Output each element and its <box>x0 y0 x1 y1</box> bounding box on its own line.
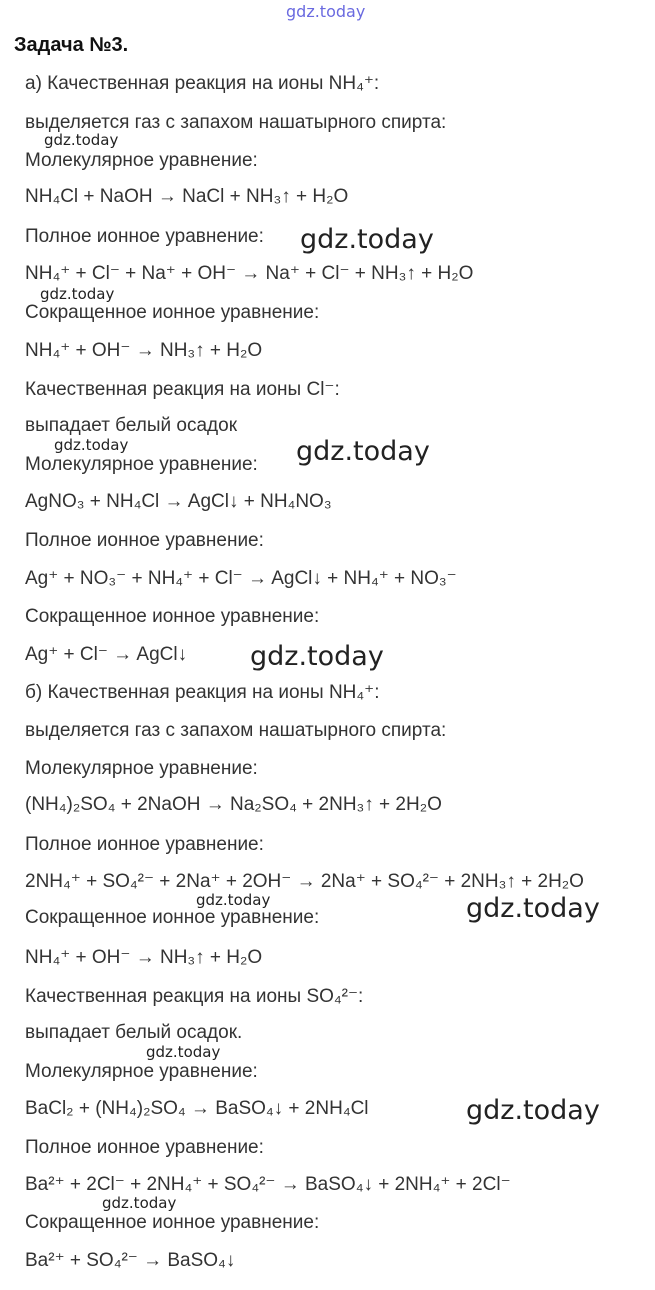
full-ionic-label: Полное ионное уравнение: <box>25 834 264 855</box>
equation-b2-full-ionic: Ba²⁺ + 2Cl⁻ + 2NH₄⁺ + SO₄²⁻ → BaSO₄↓ + 2NH₄⁺ + 2Cl⁻ <box>25 1174 511 1195</box>
equation-a2-molecular: AgNO₃ + NH₄Cl → AgCl↓ + NH₄NO₃ <box>25 491 332 512</box>
white-precipitate-text: выпадает белый осадок <box>25 415 238 436</box>
short-ionic-label: Сокращенное ионное уравнение: <box>25 1212 320 1233</box>
watermark-small: gdz.today <box>40 285 115 303</box>
equation-b1-molecular: (NH₄)₂SO₄ + 2NaOH → Na₂SO₄ + 2NH₃↑ + 2H₂O <box>25 794 442 815</box>
equation-a2-short-ionic: Ag⁺ + Cl⁻ → AgCl↓ <box>25 644 188 665</box>
watermark-top: gdz.today <box>286 2 366 21</box>
full-ionic-label: Полное ионное уравнение: <box>25 226 264 247</box>
equation-a1-molecular: NH₄Cl + NaOH → NaCl + NH₃↑ + H₂O <box>25 186 349 207</box>
equation-a1-full-ionic: NH₄⁺ + Cl⁻ + Na⁺ + OH⁻ → Na⁺ + Cl⁻ + NH₃↑ + H₂O <box>25 263 474 284</box>
molecular-label: Молекулярное уравнение: <box>25 758 258 779</box>
equation-b2-short-ionic: Ba²⁺ + SO₄²⁻ → BaSO₄↓ <box>25 1250 236 1271</box>
watermark-large: gdz.today <box>300 224 434 255</box>
part-a-heading: а) Качественная реакция на ионы NH₄⁺: <box>25 73 380 94</box>
gas-text: выделяется газ с запахом нашатырного спирта: <box>25 720 447 741</box>
equation-a2-full-ionic: Ag⁺ + NO₃⁻ + NH₄⁺ + Cl⁻ → AgCl↓ + NH₄⁺ + NO₃⁻ <box>25 568 457 589</box>
equation-b1-full-ionic: 2NH₄⁺ + SO₄²⁻ + 2Na⁺ + 2OH⁻ → 2Na⁺ + SO₄²⁻ + 2NH₃↑ + 2H₂O <box>25 871 584 892</box>
molecular-label: Молекулярное уравнение: <box>25 1061 258 1082</box>
short-ionic-label: Сокращенное ионное уравнение: <box>25 907 320 928</box>
watermark-small: gdz.today <box>102 1194 177 1212</box>
watermark-large: gdz.today <box>466 1095 600 1126</box>
watermark-large: gdz.today <box>250 641 384 672</box>
watermark-large: gdz.today <box>296 436 430 467</box>
watermark-large: gdz.today <box>466 893 600 924</box>
watermark-small: gdz.today <box>54 436 129 454</box>
white-precipitate-text: выпадает белый осадок. <box>25 1022 243 1043</box>
molecular-label: Молекулярное уравнение: <box>25 454 258 475</box>
cl-reaction-heading: Качественная реакция на ионы Cl⁻: <box>25 379 340 400</box>
watermark-small: gdz.today <box>196 891 271 909</box>
watermark-small: gdz.today <box>44 131 119 149</box>
so4-reaction-heading: Качественная реакция на ионы SO₄²⁻: <box>25 986 364 1007</box>
equation-a1-short-ionic: NH₄⁺ + OH⁻ → NH₃↑ + H₂O <box>25 340 263 361</box>
gas-text: выделяется газ с запахом нашатырного спирта: <box>25 112 447 133</box>
part-b-heading: б) Качественная реакция на ионы NH₄⁺: <box>25 682 380 703</box>
short-ionic-label: Сокращенное ионное уравнение: <box>25 302 320 323</box>
equation-b1-short-ionic: NH₄⁺ + OH⁻ → NH₃↑ + H₂O <box>25 947 263 968</box>
page-title: Задача №3. <box>14 34 129 56</box>
watermark-small: gdz.today <box>146 1043 221 1061</box>
full-ionic-label: Полное ионное уравнение: <box>25 1137 264 1158</box>
full-ionic-label: Полное ионное уравнение: <box>25 530 264 551</box>
short-ionic-label: Сокращенное ионное уравнение: <box>25 606 320 627</box>
equation-b2-molecular: BaCl₂ + (NH₄)₂SO₄ → BaSO₄↓ + 2NH₄Cl <box>25 1098 369 1119</box>
molecular-label: Молекулярное уравнение: <box>25 150 258 171</box>
